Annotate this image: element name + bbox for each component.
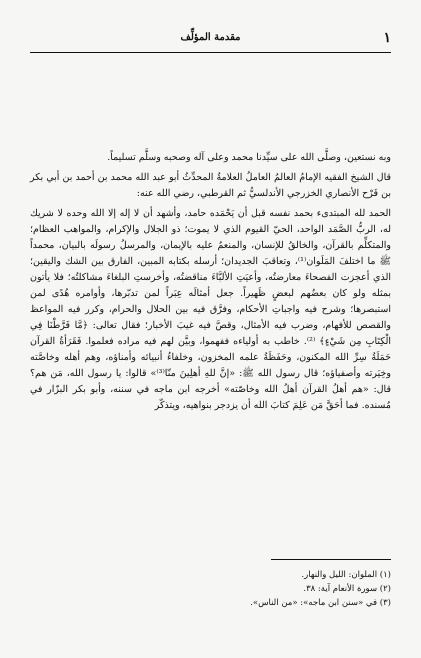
header-divider xyxy=(30,52,391,53)
body-text xyxy=(30,150,391,418)
paragraph-main: الحمد لله المبتدىء بحمد نفسه قبل أن يَحْمَده حامد، وأشهد أن لا إله إلا الله وحده لا شريك له، الربُّ الصَّمَد الواحد، الحيّ القيوم الذي لا يموت؛ ذو الجلال والإكرام، والمواهب العظام؛ والمتكلِّم بالقرآن، والخالقُ للإنسان، والمنعمُ عليه بالإيمان، والمرسلُ رسولَه بالبيان، محمداً ﷺ ما اختلفَ المَلَوان⁽¹⁾، وتعاقبَ الجديدان؛ أرسله بكتابه المبين، الفارق بين الشك واليقين؛ الذي أعجزت الفصحاءَ معارضتُه، وأعيَتِ الألبَّاءَ مناقضتُه، وأخرستِ البلغاءَ مشاكلتُه؛ فلا يأتون بمثله ولو كان بعضُهم لبعضٍ ظَهيراً. جعل أمثالَه عِبَراً لمن تدبّرها، وأوامره هُدًى لمن استبصرها؛ وشرح فيه واجباتِ الأحكام، وفرَّق فيه بين الحلال والحرام، وكرر فيه المواعظ والقصص للأفهام، وضرب فيه الأمثال، وقصَّ فيه غيبَ الأخبار؛ فقال تعالى: ﴿مَّا فَرَّطْنَا فِي الْكِتَابِ مِن شَيْءٍ﴾ ⁽²⁾. خاطب به أولياءه ففهموا، وبيَّن لهم فيه مراده فعلموا. فَقَرَأةُ القرآن حَمَلَةُ سِرِّ الله المكنون، وحَفَظَةُ علمه المخزون، وخلفاءُ أنبيائه وأمناؤه، وهم أهله وخاصَّته وخِيَرته وأصفياؤه؛ قال رسول الله ﷺ: «إنَّ للهِ أهلِينَ منّا⁽³⁾» قالوا: يا رسول الله، مَن هم؟ قال: «هم أهلُ القرآن أهلُ الله وخاصّته» أخرجه ابن ماجه في سننه، وأبو بكر البزّار في مُسنده. فما أحَقَّ مَن عَلِمَ كتابَ الله أن يزدجر بنواهيه، ويتذكّر xyxy=(30,208,392,411)
page-header xyxy=(30,30,391,50)
footnote-2: (٢) سورة الأنعام آية: ٣٨. xyxy=(303,584,391,594)
footnotes xyxy=(30,568,391,610)
page-number: ١ xyxy=(383,30,391,46)
page-title: مقدمة المؤلِّف xyxy=(180,32,241,43)
paragraph-opening: وبه نستعين، وصلَّى الله على سيِّدنا محمد وعلى آله وصحبه وسلَّم تسليماً. xyxy=(107,152,391,163)
footnote-3: (٣) في «سنن ابن ماجه»: «من الناس». xyxy=(250,598,391,608)
footnote-1: (١) الملوان: الليل والنهار. xyxy=(301,570,391,580)
footnote-divider xyxy=(271,559,391,560)
paragraph-author: قال الشيخ الفقيه الإمامُ العالمُ العاملُ العلامةُ المحدِّثُ أبو عبد الله محمد بن أحمد بن أبي بكر بن فَرْح الأنصاري الخزرجي الأندلسيُّ ثم القرطبي، رضي الله عنه: xyxy=(30,172,391,199)
